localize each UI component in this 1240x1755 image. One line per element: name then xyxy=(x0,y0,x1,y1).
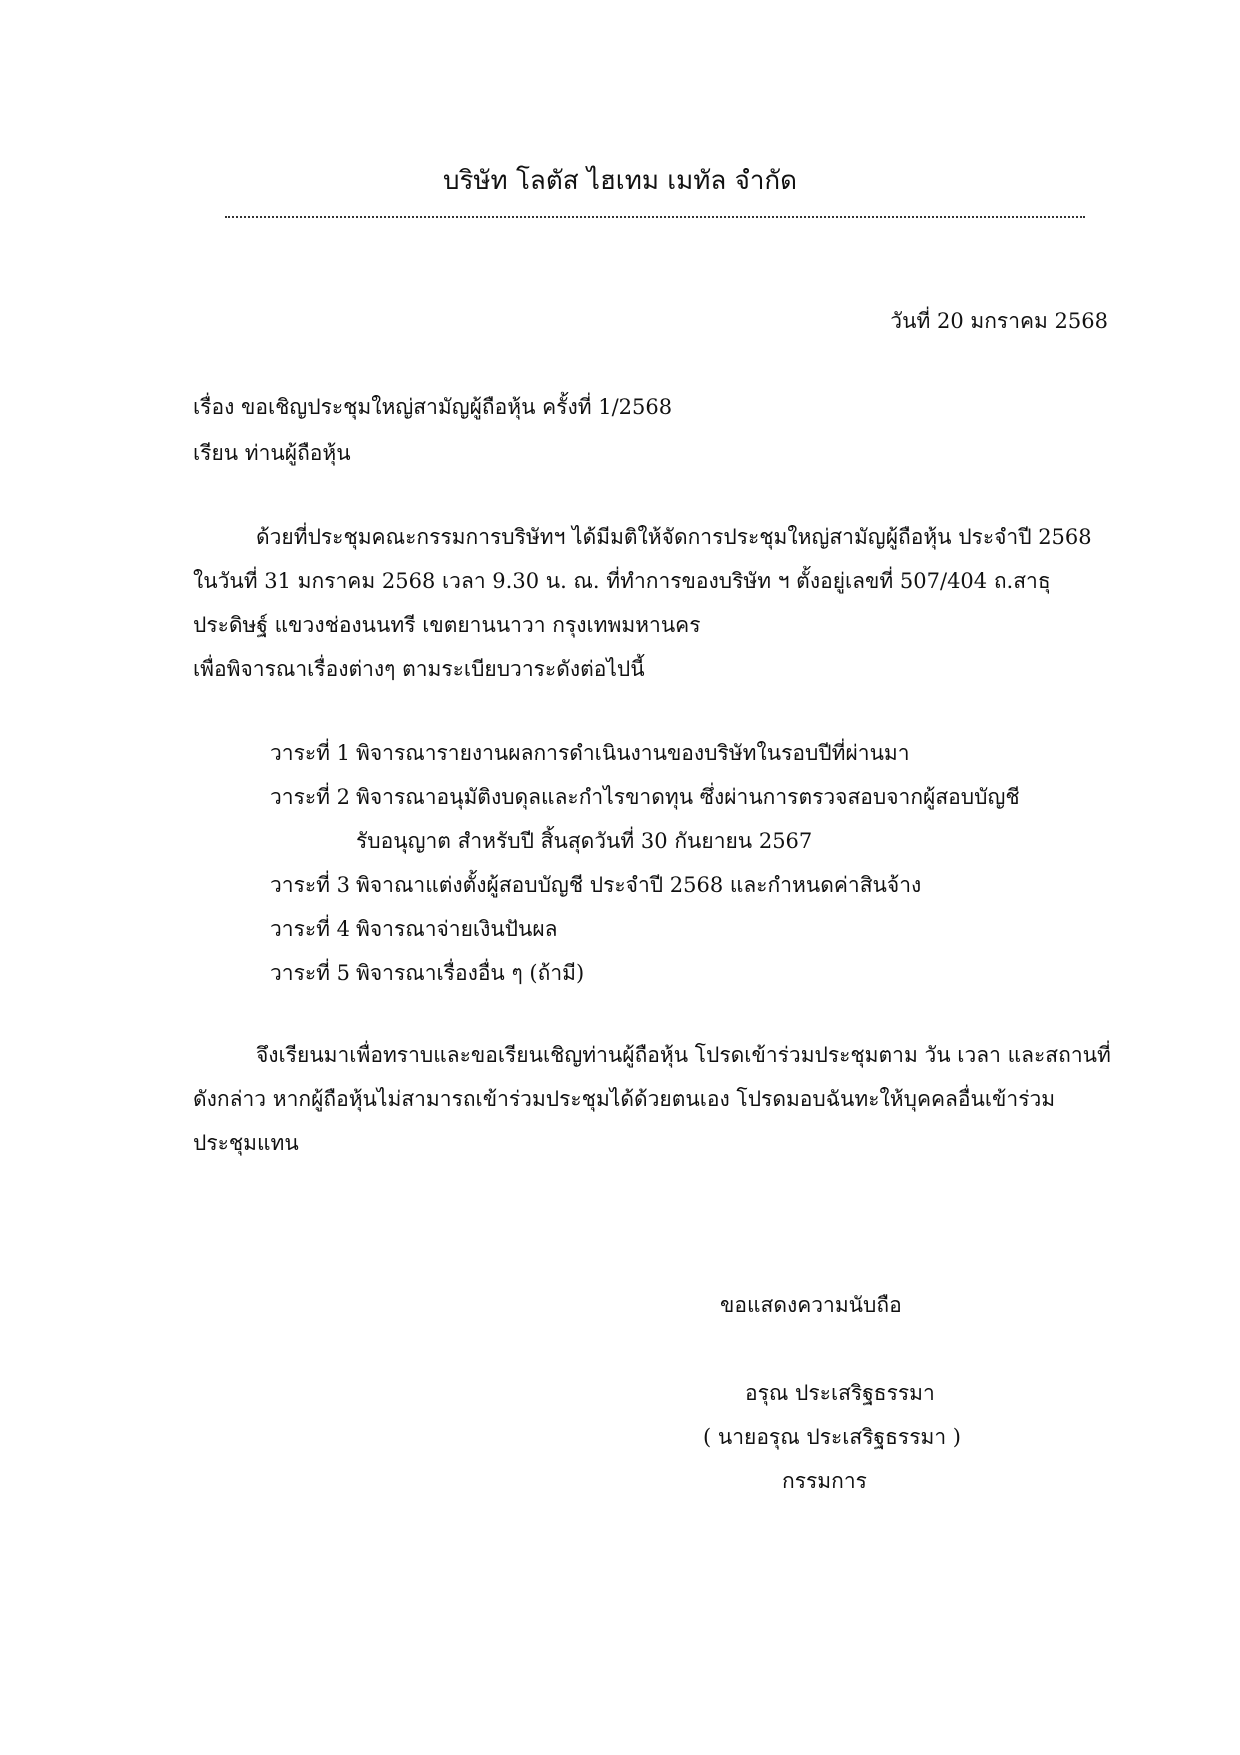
agenda-number: วาระที่ 2 xyxy=(270,785,351,809)
paragraph-line: ดังกล่าว หากผู้ถือหุ้นไม่สามารถเข้าร่วมประชุมได้ด้วยตนเอง โปรดมอบฉันทะให้บุคคลอื่นเข้าร่วม xyxy=(193,1087,1056,1111)
agenda-number: วาระที่ 3 xyxy=(270,873,351,897)
agenda-item-2-continuation: รับอนุญาต สำหรับปี สิ้นสุดวันที่ 30 กันยายน 2567 xyxy=(356,829,813,853)
agenda-text: พิจาณาแต่งตั้งผู้สอบบัญชี ประจำปี 2568 และกำหนดค่าสินจ้าง xyxy=(356,873,922,897)
paragraph-line: ประชุมแทน xyxy=(193,1131,299,1155)
agenda-item-1 xyxy=(270,738,910,768)
agenda-text: พิจารณาจ่ายเงินปันผล xyxy=(356,917,558,941)
agenda-number: วาระที่ 5 xyxy=(270,961,351,985)
agenda-text: พิจารณาอนุมัติงบดุลและกำไรขาดทุน ซึ่งผ่านการตรวจสอบจากผู้สอบบัญชี xyxy=(356,785,1020,809)
agenda-item-2 xyxy=(270,782,1020,812)
paragraph-line: ในวันที่ 31 มกราคม 2568 เวลา 9.30 น. ณ. ที่ทำการของบริษัท ฯ ตั้งอยู่เลขที่ 507/404 ถ.สาธุ xyxy=(193,569,1051,593)
closing-salutation: ขอแสดงความนับถือ xyxy=(720,1293,902,1317)
agenda-number: วาระที่ 1 xyxy=(270,741,351,765)
agenda-item-3 xyxy=(270,870,921,900)
agenda-number: วาระที่ 4 xyxy=(270,917,351,941)
agenda-item-4 xyxy=(270,914,558,944)
company-name: บริษัท โลตัส ไฮเทม เมทัล จำกัด xyxy=(442,166,798,196)
agenda-item-5 xyxy=(270,958,584,988)
letter-recipient: เรียน ท่านผู้ถือหุ้น xyxy=(193,441,351,465)
agenda-text: พิจารณาเรื่องอื่น ๆ (ถ้ามี) xyxy=(356,961,585,985)
paragraph-line: ประดิษฐ์ แขวงช่องนนทรี เขตยานนาวา กรุงเทพมหานคร xyxy=(193,613,701,637)
paragraph-line: ด้วยที่ประชุมคณะกรรมการบริษัทฯ ได้มีมติให้จัดการประชุมใหญ่สามัญผู้ถือหุ้น ประจำปี 2568 xyxy=(256,525,1092,549)
letter-subject: เรื่อง ขอเชิญประชุมใหญ่สามัญผู้ถือหุ้น ครั้งที่ 1/2568 xyxy=(193,395,673,419)
signature-full-name: ( นายอรุณ ประเสริฐธรรมา ) xyxy=(703,1425,961,1449)
letter-date: วันที่ 20 มกราคม 2568 xyxy=(890,309,1108,333)
agenda-text: พิจารณารายงานผลการดำเนินงานของบริษัทในรอบปีที่ผ่านมา xyxy=(356,741,910,765)
paragraph-line: เพื่อพิจารณาเรื่องต่างๆ ตามระเบียบวาระดังต่อไปนี้ xyxy=(193,657,645,681)
signature-name: อรุณ ประเสริฐธรรมา xyxy=(745,1381,935,1405)
signature-title: กรรมการ xyxy=(782,1469,867,1493)
paragraph-line: จึงเรียนมาเพื่อทราบและขอเรียนเชิญท่านผู้ถือหุ้น โปรดเข้าร่วมประชุมตาม วัน เวลา และสถานที่ xyxy=(256,1043,1111,1067)
dotted-separator xyxy=(225,216,1085,218)
